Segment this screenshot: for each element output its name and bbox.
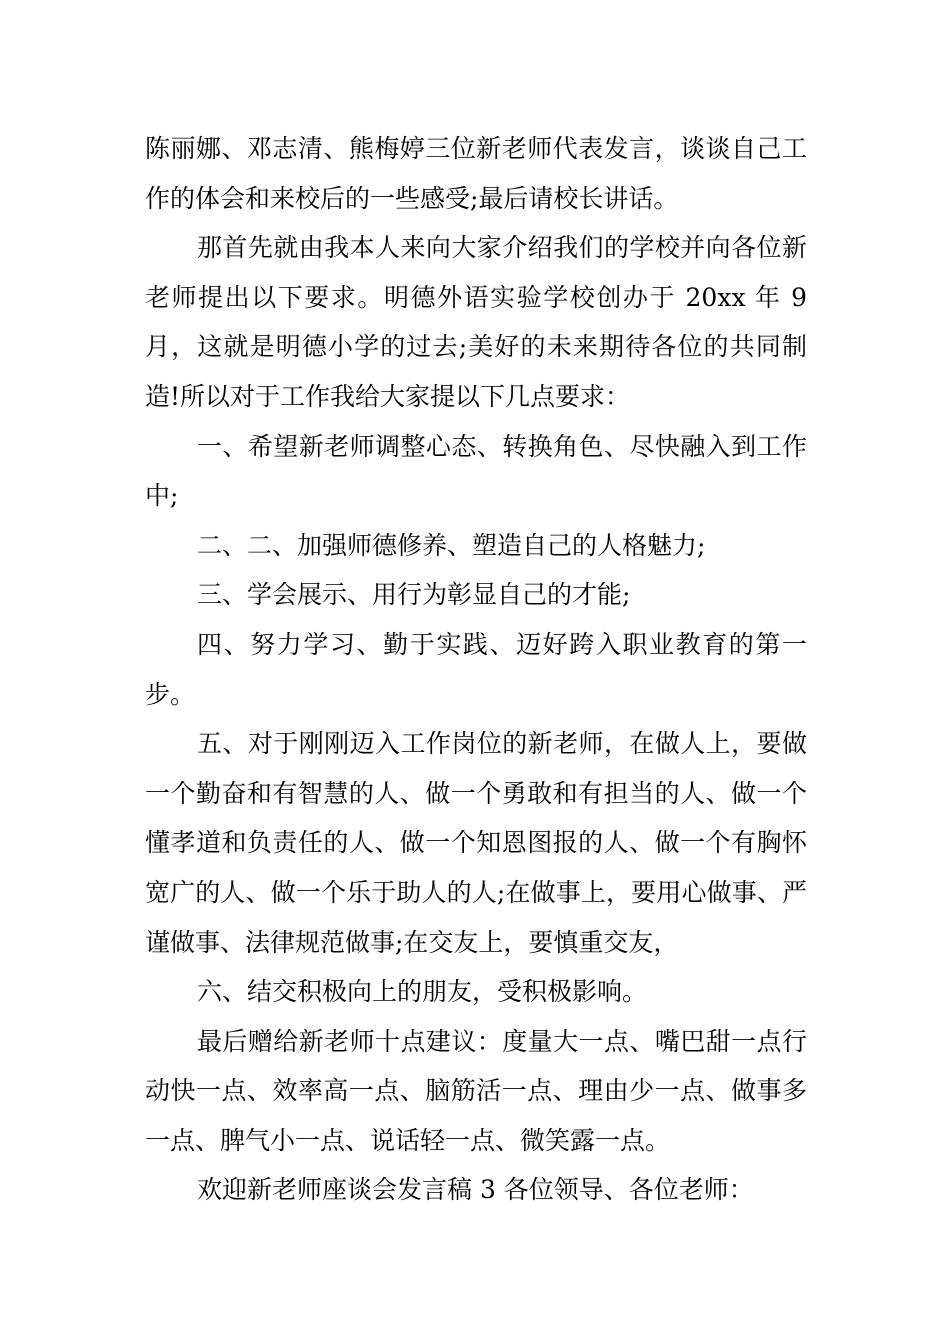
paragraph-requirement-5: 五、对于刚刚迈入工作岗位的新老师，在做人上，要做一个勤奋和有智慧的人、做一个勇敢和有担当的人、做一个懂孝道和负责任的人、做一个知恩图报的人、做一个有胸怀宽广的人、做一个乐于助人的人;在做事上，要用心做事、严谨做事、法律规范做事;在交友上，要慎重交友， [145,729,807,957]
paragraph-ten-suggestions: 最后赠给新老师十点建议：度量大一点、嘴巴甜一点行动快一点、效率高一点、脑筋活一点、理由少一点、做事多一点、脾气小一点、说话轻一点、微笑露一点。 [145,1026,807,1155]
paragraph-requirement-3: 三、学会展示、用行为彰显自己的才能; [197,580,631,610]
document-body [145,124,807,1215]
paragraph-speech-3-opening: 欢迎新老师座谈会发言稿 3 各位领导、各位老师： [197,1175,754,1205]
paragraph-requirement-6: 六、结交积极向上的朋友，受积极影响。 [197,977,648,1007]
paragraph-continuation: 陈丽娜、邓志清、熊梅婷三位新老师代表发言，谈谈自己工作的体会和来校后的一些感受;最后请校长讲话。 [145,134,807,213]
paragraph-school-intro: 那首先就由我本人来向大家介绍我们的学校并向各位新老师提出以下要求。明德外语实验学校创办于 20xx 年 9 月，这就是明德小学的过去;美好的未来期待各位的共同制造!所以对于工作我给大家提以下几点要求： [145,233,807,411]
paragraph-requirement-2: 二、二、加强师德修养、塑造自己的人格魅力; [197,530,706,560]
paragraph-requirement-1: 一、希望新老师调整心态、转换角色、尽快融入到工作中; [145,431,807,511]
paragraph-requirement-4: 四、努力学习、勤于实践、迈好跨入职业教育的第一步。 [145,629,807,709]
